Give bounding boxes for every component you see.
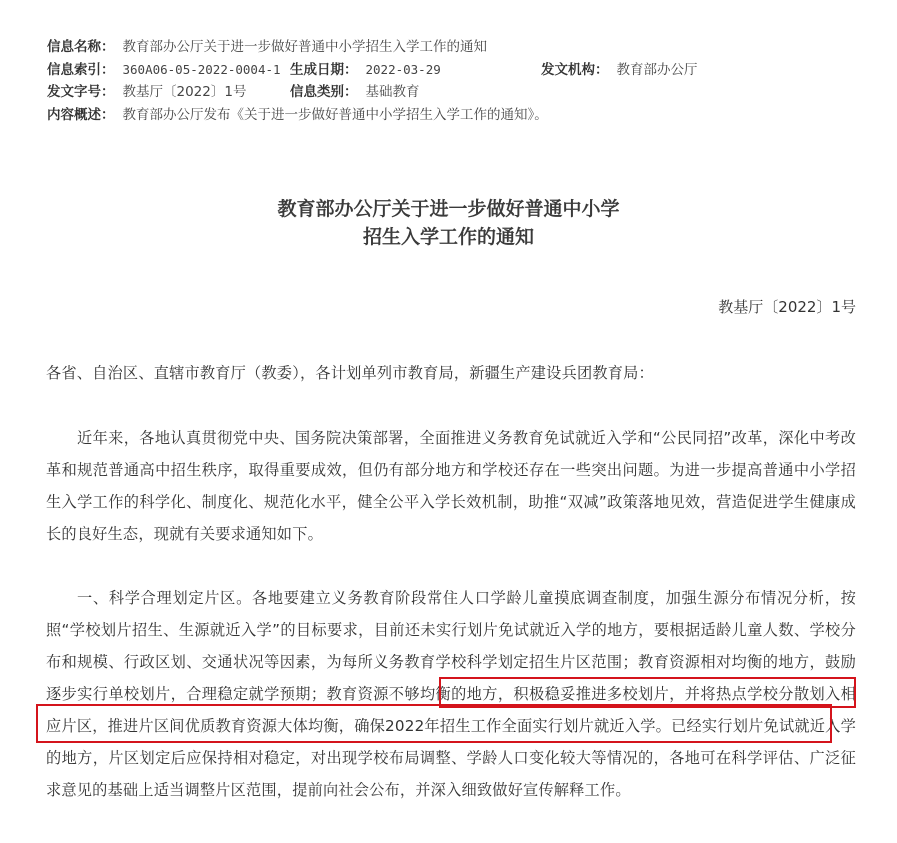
meta-category-value: 基础教育 bbox=[365, 84, 420, 101]
meta-index-value: 360A06-05-2022-0004-1 bbox=[122, 61, 281, 77]
title-line-2: 招生入学工作的通知 bbox=[362, 226, 534, 248]
meta-issuer-value: 教育部办公厅 bbox=[616, 61, 698, 78]
meta-docnumber-value: 教基厅〔2022〕1号 bbox=[122, 84, 247, 101]
meta-row-docnumber bbox=[47, 81, 548, 104]
meta-name-label: 信息名称： bbox=[47, 39, 115, 55]
paragraph-intro: 近年来，各地认真贯彻党中央、国务院决策部署，全面推进义务教育免试就近入学和“公民同招”改革，深化中考改革和规范普通高中招生秩序，取得重要成效，但仍有部分地方和学校还存在一些突出问题。为进一步提高普通中小学招生入学工作的科学化、制度化、规范化水平，健全公平入学长效机制，助推“双减”政策落地见效，营造促进学生健康成长的良好生态，现就有关要求通知如下。 bbox=[46, 429, 856, 543]
salutation: 各省、自治区、直辖市教育厅（教委），各计划单列市教育局，新疆生产建设兵团教育局： bbox=[46, 364, 654, 382]
meta-index-label: 信息索引： bbox=[47, 61, 115, 78]
meta-category-label: 信息类别： bbox=[290, 84, 358, 101]
meta-row-summary bbox=[47, 104, 548, 127]
section-1-text-after: 已经实行划片免试就近入学的地方，片区划定后应保持相对稳定，对出现学校布局调整、学龄人口变化较大等情况的，各地可在科学评估、广泛征求意见的基础上适当调整片区范围，提前向社会公布，并深入细致做好宣传解释工作。 bbox=[46, 717, 856, 799]
meta-summary-value: 教育部办公厅发布《关于进一步做好普通中小学招生入学工作的通知》。 bbox=[122, 107, 548, 124]
meta-docnumber-label: 发文字号： bbox=[47, 84, 115, 101]
meta-name-value: 教育部办公厅关于进一步做好普通中小学招生入学工作的通知 bbox=[122, 39, 487, 55]
meta-row-index bbox=[47, 59, 698, 82]
section-1-highlighted-text: 教育资源不够均衡的地方，积极稳妥推进多校划片，并将热点学校分散划入相应片区，推进片区间优质教育资源大体均衡，确保2022年招生工作全面实行划片就近入学。 bbox=[46, 685, 856, 735]
meta-issuer-label: 发文机构： bbox=[541, 61, 609, 78]
document-number: 教基厅〔2022〕1号 bbox=[718, 298, 856, 316]
section-1-text-before: 一、科学合理划定片区。各地要建立义务教育阶段常住人口学龄儿童摸底调查制度，加强生源分布情况分析，按照“学校划片招生、生源就近入学”的目标要求，目前还未实行划片免试就近入学的地方，要根据适龄儿童人数、学校分布和规模、行政区划、交通状况等因素，为每所义务教育学校科学划定招生片区范围；教育资源相对均衡的地方，鼓励逐步实行单校划片，合理稳定就学预期； bbox=[46, 589, 856, 703]
document-title bbox=[0, 195, 897, 251]
meta-summary-label: 内容概述： bbox=[47, 107, 115, 124]
document-metadata bbox=[47, 36, 698, 127]
meta-row-name bbox=[47, 36, 548, 59]
meta-date-value: 2022-03-29 bbox=[365, 61, 441, 77]
paragraph-section-1 bbox=[46, 582, 856, 806]
meta-date-label: 生成日期： bbox=[290, 61, 358, 78]
title-line-1: 教育部办公厅关于进一步做好普通中小学 bbox=[277, 198, 620, 220]
